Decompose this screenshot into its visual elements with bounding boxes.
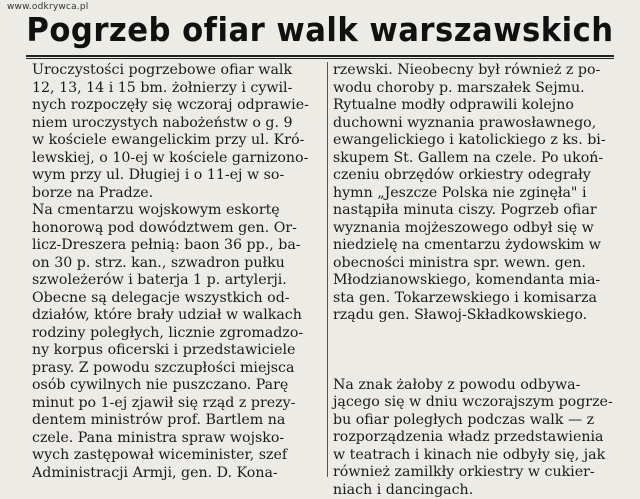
article-line: Na cmentarzu wojskowym eskortę bbox=[32, 202, 324, 220]
article-column-right bbox=[333, 62, 629, 499]
article-line: Na znak żałoby z powodu odbywa- bbox=[333, 377, 629, 395]
article-line: nych rozpoczęły się wczoraj odprawie- bbox=[32, 97, 324, 115]
article-line: skupem St. Gallem na czele. Po ukoń- bbox=[333, 150, 629, 168]
article-line: niem uroczystych nabożeństw o g. 9 bbox=[32, 115, 324, 133]
column-divider bbox=[327, 62, 328, 477]
headline-rule bbox=[26, 55, 614, 57]
article-line: duchowni wyznania prawosławnego, bbox=[333, 115, 629, 133]
article-line: rodziny poległych, licznie zgromadzo- bbox=[32, 325, 324, 343]
article-line: jącego się w dniu wczorajszym pogrze- bbox=[333, 394, 629, 412]
article-line: bu ofiar poległych podczas walk — z bbox=[333, 412, 629, 430]
article-line: ewangelickiego i katolickiego z ks. bi- bbox=[333, 132, 629, 150]
article-line: wodu choroby p. marszałek Sejmu. bbox=[333, 80, 629, 98]
article-line: dentem ministrów prof. Bartlem na bbox=[32, 412, 324, 430]
article-line: obecności ministra spr. wewn. gen. bbox=[333, 255, 629, 273]
article-paragraph-lower bbox=[333, 377, 629, 499]
article-line: Rytualne modły odprawili kolejno bbox=[333, 97, 629, 115]
article-line: rozporządzenia władz przedstawienia bbox=[333, 429, 629, 447]
article-line: prasy. Z powodu szczupłości miejsca bbox=[32, 360, 324, 378]
article-line: rzewski. Nieobecny był również z po- bbox=[333, 62, 629, 80]
headline-rule-thin bbox=[26, 58, 614, 59]
article-line: działów, które brały udział w walkach bbox=[32, 307, 324, 325]
article-line: również zamilkły orkiestry w cukier- bbox=[333, 464, 629, 482]
article-line: Obecne są delegacje wszystkich od- bbox=[32, 290, 324, 308]
article-line: licz-Dreszera pełnią: baon 36 pp., ba- bbox=[32, 237, 324, 255]
column-gap bbox=[333, 325, 629, 377]
article-paragraphs-upper bbox=[333, 62, 629, 325]
article-line: wych zastępował wiceminister, szef bbox=[32, 447, 324, 465]
watermark: www.odkrywca.pl bbox=[7, 2, 88, 12]
article-line: Młodzianowskiego, komendanta mia- bbox=[333, 272, 629, 290]
article-line: Administracji Armji, gen. D. Kona- bbox=[32, 465, 324, 483]
article-line: niedzielę na cmentarzu żydowskim w bbox=[333, 237, 629, 255]
article-line: rządu gen. Sławoj-Składkowskiego. bbox=[333, 307, 629, 325]
article-line: osób cywilnych nie puszczano. Parę bbox=[32, 377, 324, 395]
article-line: minut po 1-ej zjawił się rząd z prezy- bbox=[32, 395, 324, 413]
article-line: szwoleżerów i baterja 1 p. artylerji. bbox=[32, 272, 324, 290]
article-column-left bbox=[32, 62, 324, 482]
article-line: czele. Pana ministra spraw wojsko- bbox=[32, 430, 324, 448]
article-line: sta gen. Tokarzewskiego i komisarza bbox=[333, 290, 629, 308]
article-line: 12, 13, 14 i 15 bm. żołnierzy i cywil- bbox=[32, 80, 324, 98]
article-line: niach i dancingach. bbox=[333, 482, 629, 499]
article-line: nastąpiła minuta ciszy. Pogrzeb ofiar bbox=[333, 202, 629, 220]
article-line: czeniu obrzędów orkiestry odegrały bbox=[333, 167, 629, 185]
article-line: w teatrach i kinach nie odbyły się, jak bbox=[333, 447, 629, 465]
article-line: ny korpus oficerski i przedstawiciele bbox=[32, 342, 324, 360]
article-line: honorową pod dowództwem gen. Or- bbox=[32, 220, 324, 238]
article-line: hymn „Jeszcze Polska nie zginęła" i bbox=[333, 185, 629, 203]
article-line: borze na Pradze. bbox=[32, 185, 324, 203]
article-line: on 30 p. strz. kan., szwadron pułku bbox=[32, 255, 324, 273]
article-line: wym przy ul. Długiej i o 11-ej w so- bbox=[32, 167, 324, 185]
article-line: Uroczystości pogrzebowe ofiar walk bbox=[32, 62, 324, 80]
article-line: lewskiej, o 10-ej w kościele garnizono- bbox=[32, 150, 324, 168]
article-line: wyznania mojżeszowego odbył się w bbox=[333, 220, 629, 238]
article-line: w kościele ewangelickim przy ul. Kró- bbox=[32, 132, 324, 150]
page-title: Pogrzeb ofiar walk warszawskich bbox=[22, 10, 617, 49]
